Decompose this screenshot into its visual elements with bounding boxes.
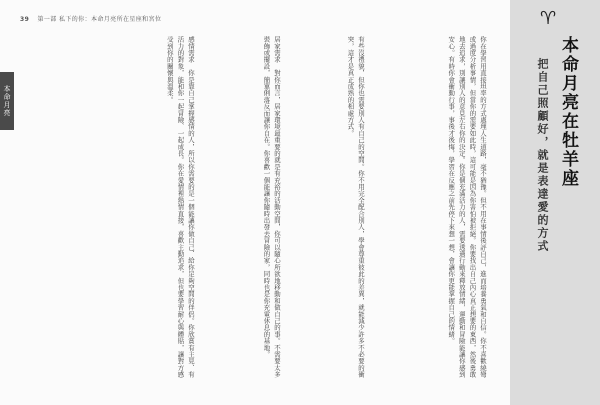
page-number: 39	[20, 16, 30, 23]
aries-icon: ♈	[540, 8, 557, 29]
text-body	[48, 36, 488, 388]
chapter-title: 本命月亮在牡羊座	[558, 36, 578, 188]
running-title: 第一部 私下的你：本命月亮所在星座和宮位	[37, 16, 162, 23]
section-side-tab: 本命月亮	[0, 72, 14, 130]
text-column-mid-left: 居家需求 對你而言，居家環境最重要的就是有充裕的活動空間，你可以隨心所欲地移動和做自己的事。不需要太多裝飾或擺設，簡單俐落反而讓你自在。你喜歡一個能讓你隨時出發去冒險的家，同時也是你充電休息的基地。	[262, 36, 281, 378]
text-column-left: 感情需求 你是靠自己掌握感情的人，所以你需要的是一個能讓你做自己、給你足夠空間的伴侶。你欣賞有主見、有活力的對象，能和你一起冒險、一起成長。你在愛情裡熱情直接，喜歡主動追求，但也要學習耐心與體貼，讓對方感受到你的關懷與溫柔。	[165, 36, 195, 378]
text-column-right: 你在學習用直接坦率的方式處理人生道路，毫不猶豫。但不用在事情後評自己，進而培養勇氣和自信。你不喜歡繞彎或過度分析事情，但當你的需要如此時，這可能是因為你害怕被拒絕。你要找出自己內心真正想要的東西，然後勇敢地去追求，別讓別人的意見左右你的決定。你是個充滿活力的人，需要透過行動來釋放情緒，運動和冒險能讓你感到安心。有時你會衝動行事，事後才後悔，學習在反應之前先停下來想一想，會讓你更能掌握自己的情緒。	[447, 36, 487, 378]
chapter-subtitle: 把自己照顧好，就是表達愛的方式	[536, 58, 549, 253]
running-header	[20, 14, 161, 23]
right-page-panel	[510, 0, 600, 405]
text-column-mid-right: 有些沒禮貌，但你也需要別人有自己的空間。你不用完全配合別人，學會尊重彼此的差異，就能減少許多不必要的衝突，這才是真正成熟的相處方式。	[346, 36, 365, 378]
